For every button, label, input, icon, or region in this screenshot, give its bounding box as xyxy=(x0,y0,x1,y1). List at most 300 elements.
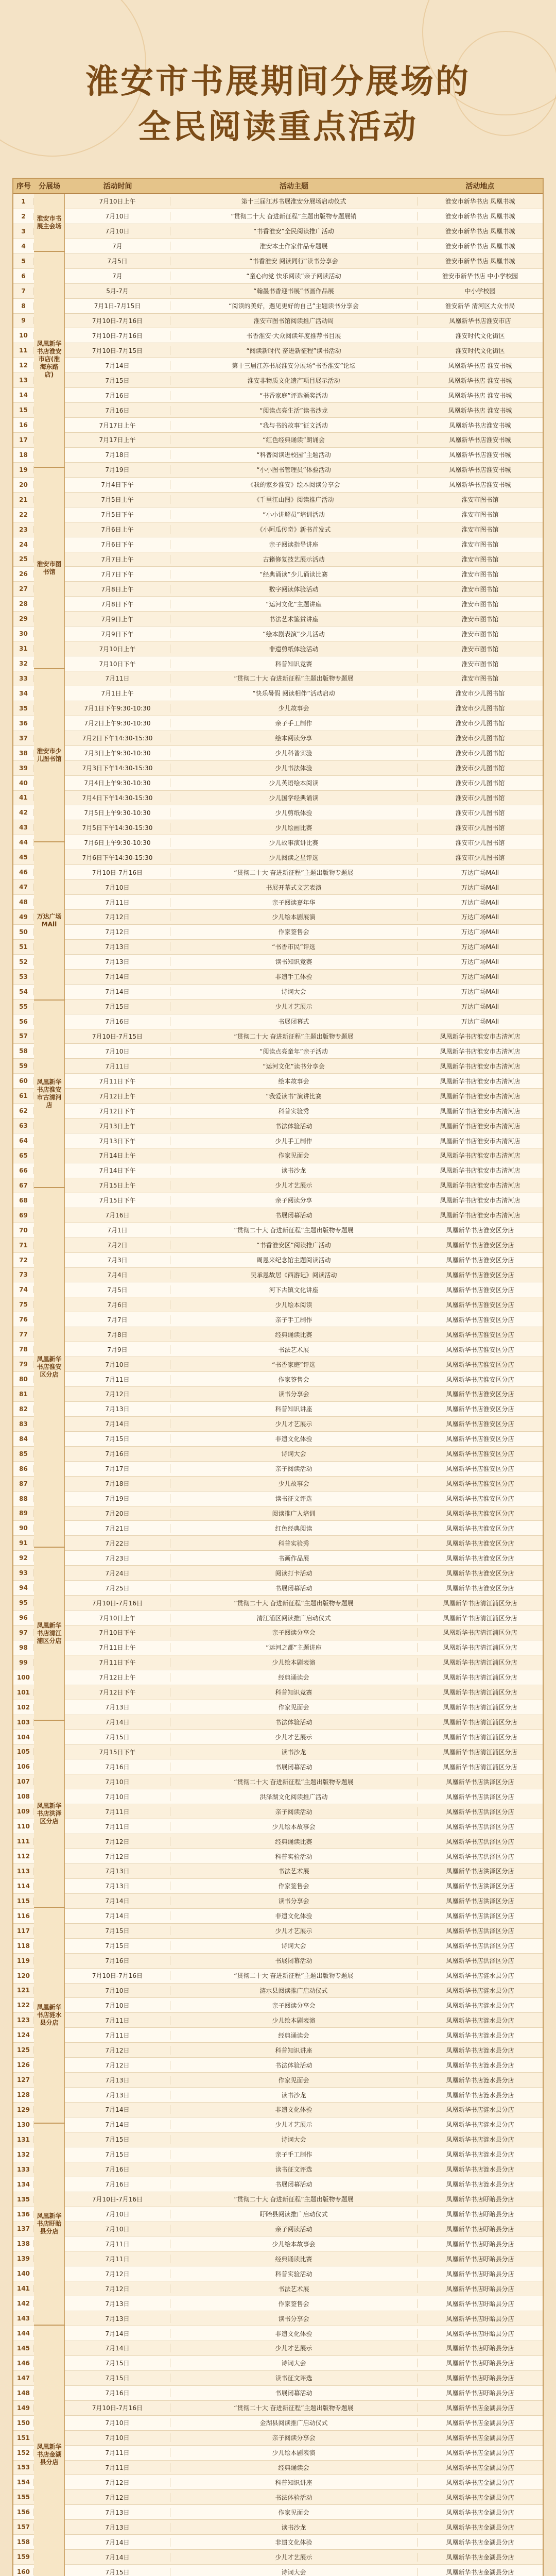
row-place: 凤凰新华书店金湖县分店 xyxy=(446,2523,514,2531)
row-time: 7月1日下午9:30-10:30 xyxy=(65,704,170,713)
row-place: 凤凰新华书店洪泽区分店 xyxy=(446,1838,514,1845)
table-row xyxy=(13,791,543,806)
row-time: 7月13日 xyxy=(65,2299,170,2308)
row-time: 7月11日 xyxy=(65,1822,170,1831)
row-place: 凤凰新华书店清江浦区分店 xyxy=(443,1614,517,1622)
table-row xyxy=(13,1954,543,1969)
row-theme: 经典诵读比赛 xyxy=(170,1330,418,1339)
row-number: 148 xyxy=(13,2389,34,2397)
table-row xyxy=(13,880,543,895)
row-theme: 少儿才艺展示 xyxy=(170,2120,418,2129)
row-place: 凤凰新华书店淮安区分店 xyxy=(446,1361,514,1368)
row-place: 凤凰新华书店金湖县分店 xyxy=(446,2449,514,2457)
row-place: 万达广场MAll xyxy=(461,988,499,996)
table-header xyxy=(13,179,543,194)
row-number: 105 xyxy=(13,1748,34,1755)
row-theme: 亲子阅读活动 xyxy=(170,1807,418,1816)
table-row xyxy=(13,418,543,433)
row-place: 凤凰新华书店涟水县分店 xyxy=(446,2002,514,2009)
table-row xyxy=(13,1611,543,1625)
row-time: 7月15日下午 xyxy=(65,1196,170,1205)
page-title xyxy=(0,59,556,150)
row-number: 150 xyxy=(13,2419,34,2427)
row-theme: 非遗文化体验 xyxy=(170,2329,418,2338)
row-place: 淮安时代文化街区 xyxy=(455,332,505,340)
table-row xyxy=(13,597,543,612)
row-time: 7月10日 xyxy=(65,2210,170,2218)
row-time: 7月13日 xyxy=(65,1404,170,1413)
row-time: 7月8日上午 xyxy=(65,585,170,594)
table-row xyxy=(13,448,543,463)
row-theme: 科普实验秀 xyxy=(170,1107,418,1115)
row-place: 淮安市图书馆 xyxy=(461,570,499,578)
row-time: 7月15日 xyxy=(65,2150,170,2159)
row-time: 7月12日 xyxy=(65,1852,170,1861)
row-time: 7月9日下午 xyxy=(65,630,170,638)
row-time: 7月16日 xyxy=(65,2388,170,2397)
row-place: 凤凰新华书店涟水县分店 xyxy=(446,2031,514,2039)
row-place: 凤凰新华书店盱眙县分店 xyxy=(446,2270,514,2278)
row-place: 淮安市少儿图书馆 xyxy=(455,720,505,727)
row-time: 7月3日 xyxy=(65,1256,170,1264)
table-row xyxy=(13,1387,543,1402)
row-number: 7 xyxy=(13,287,34,295)
row-number: 123 xyxy=(13,2016,34,2024)
table-row xyxy=(13,1492,543,1506)
row-place: 淮安市图书馆 xyxy=(461,615,499,623)
row-number: 147 xyxy=(13,2375,34,2382)
row-place: 凤凰新华书店盱眙县分店 xyxy=(446,2285,514,2293)
row-time: 7月4日下午14:30-15:30 xyxy=(65,793,170,802)
row-theme: 读书分享会 xyxy=(170,1389,418,1398)
row-number: 95 xyxy=(13,1599,34,1606)
table-row xyxy=(13,1730,543,1745)
table-row xyxy=(13,701,543,716)
row-time: 7月19日 xyxy=(65,1494,170,1503)
table-row xyxy=(13,582,543,597)
row-theme: “科普阅读进校园”主题活动 xyxy=(170,450,418,459)
row-theme: “贯彻二十大 奋进新征程”主题出版物专题展 xyxy=(170,1032,418,1041)
table-row xyxy=(13,478,543,493)
row-place: 凤凰新华书店淮安区分店 xyxy=(446,1584,514,1592)
row-theme: 读书征文评选 xyxy=(170,2374,418,2382)
row-time: 7月24日 xyxy=(65,1569,170,1578)
row-place: 凤凰新华书店洪泽区分店 xyxy=(446,1912,514,1920)
row-theme: 金湖县阅读推广启动仪式 xyxy=(170,2418,418,2427)
row-time: 7月13日 xyxy=(65,2508,170,2517)
row-place: 凤凰新华书店金湖县分店 xyxy=(446,2553,514,2561)
table-row xyxy=(13,2162,543,2177)
row-time: 7月10日下午 xyxy=(65,659,170,668)
row-number: 21 xyxy=(13,496,34,503)
row-place: 淮安市图书馆 xyxy=(461,630,499,638)
row-time: 7月 xyxy=(65,242,170,250)
row-place: 淮安市少儿图书馆 xyxy=(455,854,505,861)
row-theme: 读书征文评选 xyxy=(170,2165,418,2174)
row-theme: “童心向党 快乐阅读”亲子阅读活动 xyxy=(170,272,418,280)
row-time: 7月12日 xyxy=(65,2046,170,2055)
row-theme: 读书沙龙 xyxy=(170,2523,418,2532)
row-number: 5 xyxy=(13,258,34,265)
row-place: 淮安市少儿图书馆 xyxy=(455,690,505,698)
row-theme: 作家见面会 xyxy=(170,2076,418,2084)
row-theme: 经典诵读比赛 xyxy=(170,1837,418,1846)
row-place: 凤凰新华书店淮安区分店 xyxy=(446,1286,514,1294)
row-time: 7月17日 xyxy=(65,1464,170,1473)
table-row xyxy=(13,328,543,343)
row-theme: 红色经典阅读 xyxy=(170,1524,418,1533)
table-row xyxy=(13,1984,543,1998)
row-number: 15 xyxy=(13,406,34,414)
table-row xyxy=(13,671,543,686)
row-theme: “我爱读书”演讲比赛 xyxy=(170,1092,418,1100)
table-row xyxy=(13,2207,543,2222)
row-number: 153 xyxy=(13,2464,34,2471)
row-number: 91 xyxy=(13,1539,34,1547)
row-place: 凤凰新华书店淮安市古清河店 xyxy=(440,1137,520,1145)
row-number: 29 xyxy=(13,615,34,622)
row-time: 7月17日上午 xyxy=(65,435,170,444)
row-number: 122 xyxy=(13,2002,34,2009)
row-place: 淮安市少儿图书馆 xyxy=(455,839,505,846)
row-time: 7月12日上午 xyxy=(65,1673,170,1682)
row-number: 47 xyxy=(13,884,34,891)
row-number: 54 xyxy=(13,988,34,995)
row-place: 凤凰新华书店淮安区分店 xyxy=(446,1346,514,1353)
row-number: 75 xyxy=(13,1301,34,1308)
row-number: 130 xyxy=(13,2121,34,2128)
row-time: 7月10日-7月16日 xyxy=(65,2403,170,2412)
row-number: 3 xyxy=(13,228,34,235)
row-number: 103 xyxy=(13,1719,34,1726)
table-row xyxy=(13,1640,543,1655)
row-number: 89 xyxy=(13,1510,34,1517)
row-number: 114 xyxy=(13,1883,34,1890)
table-row xyxy=(13,433,543,448)
table-row xyxy=(13,1864,543,1879)
row-theme: “书香淮安 阅读同行”读书分享会 xyxy=(170,257,418,265)
row-theme: 盱眙县阅读推广启动仪式 xyxy=(170,2210,418,2218)
row-place: 凤凰新华书店淮安市古清河店 xyxy=(440,1107,520,1115)
row-place: 淮安市新华书店 凤凰书城 xyxy=(445,228,515,235)
row-time: 7月13日下午 xyxy=(65,1137,170,1145)
row-theme: “贯彻二十大 奋进新征程”主题出版物专题展 xyxy=(170,1226,418,1234)
row-time: 7月10日上午 xyxy=(65,197,170,206)
row-theme: “运河文化”主题讲座 xyxy=(170,600,418,608)
row-number: 61 xyxy=(13,1092,34,1099)
row-time: 7月11日下午 xyxy=(65,1658,170,1667)
table-row xyxy=(13,1059,543,1074)
table-row xyxy=(13,820,543,835)
row-time: 7月10日 xyxy=(65,2225,170,2233)
row-number: 88 xyxy=(13,1495,34,1502)
row-place: 凤凰新华书店淮安区分店 xyxy=(446,1539,514,1547)
row-number: 35 xyxy=(13,705,34,712)
row-theme: 《小阿瓜传奇》新书首发式 xyxy=(170,525,418,534)
table-row xyxy=(13,1774,543,1789)
table-row xyxy=(13,224,543,239)
row-time: 7月16日 xyxy=(65,1449,170,1458)
row-theme: 作家签售会 xyxy=(170,1375,418,1384)
table-row xyxy=(13,314,543,329)
row-time: 7月12日 xyxy=(65,912,170,921)
row-number: 128 xyxy=(13,2091,34,2098)
table-row xyxy=(13,1745,543,1760)
row-number: 68 xyxy=(13,1197,34,1204)
row-place: 凤凰新华书店金湖县分店 xyxy=(446,2568,514,2576)
row-place: 淮安市少儿图书馆 xyxy=(455,824,505,832)
row-theme: 少儿才艺展示 xyxy=(170,1419,418,1428)
row-place: 凤凰新华书店洪泽区分店 xyxy=(446,1927,514,1935)
table-row xyxy=(13,1819,543,1834)
row-number: 52 xyxy=(13,958,34,965)
row-time: 7月16日 xyxy=(65,2180,170,2189)
row-theme: “阅读的美好，遇见更好的自己”主题读书分享会 xyxy=(170,301,418,310)
table-row xyxy=(13,1655,543,1670)
row-theme: 作家见面会 xyxy=(170,1151,418,1160)
table-row xyxy=(13,2177,543,2192)
row-theme: 书法体验活动 xyxy=(170,2493,418,2502)
table-row xyxy=(13,955,543,970)
row-theme: 清江浦区阅读推广启动仪式 xyxy=(170,1614,418,1622)
row-place: 淮安市图书馆 xyxy=(461,660,499,668)
row-time: 7月11日下午 xyxy=(65,1077,170,1086)
row-time: 7月1日-7月15日 xyxy=(65,301,170,310)
row-number: 81 xyxy=(13,1391,34,1398)
row-time: 7月15日 xyxy=(65,1941,170,1950)
table-row xyxy=(13,761,543,776)
row-time: 7月16日 xyxy=(65,1211,170,1219)
table-row xyxy=(13,1551,543,1566)
row-number: 84 xyxy=(13,1435,34,1443)
row-time: 7月13日 xyxy=(65,2091,170,2099)
row-number: 23 xyxy=(13,526,34,533)
row-theme: 少儿故事会 xyxy=(170,704,418,713)
table-row xyxy=(13,2058,543,2073)
row-number: 6 xyxy=(13,273,34,280)
table-row xyxy=(13,2550,543,2565)
row-theme: 少儿国学经典诵读 xyxy=(170,793,418,802)
row-place: 淮安市图书馆 xyxy=(461,541,499,549)
row-number: 18 xyxy=(13,451,34,459)
row-time: 7月14日 xyxy=(65,1419,170,1428)
row-place: 凤凰新华书店淮安区分店 xyxy=(446,1480,514,1488)
table-row xyxy=(13,2281,543,2296)
row-number: 152 xyxy=(13,2449,34,2456)
table-row xyxy=(13,1804,543,1819)
row-number: 149 xyxy=(13,2404,34,2412)
row-theme: 少儿才艺展示 xyxy=(170,1733,418,1741)
row-time: 7月13日上午 xyxy=(65,1122,170,1130)
row-number: 106 xyxy=(13,1763,34,1770)
row-number: 107 xyxy=(13,1778,34,1785)
row-place: 凤凰新华书店淮安区分店 xyxy=(446,1420,514,1428)
row-place: 凤凰新华书店 淮安书城 xyxy=(448,377,512,384)
row-place: 凤凰新华书店淮安市古清河店 xyxy=(440,1047,520,1055)
table-row xyxy=(13,2296,543,2311)
row-theme: 涟水县阅读推广启动仪式 xyxy=(170,1986,418,1995)
row-place: 淮安市图书馆 xyxy=(461,645,499,653)
row-theme: “运河之都”主题讲座 xyxy=(170,1643,418,1652)
row-number: 132 xyxy=(13,2151,34,2158)
row-place: 凤凰新华书店金湖县分店 xyxy=(446,2509,514,2516)
row-place: 凤凰新华书店金湖县分店 xyxy=(446,2434,514,2442)
table-row xyxy=(13,626,543,641)
row-number: 10 xyxy=(13,332,34,339)
row-theme: “阅读点亮生活”读书沙龙 xyxy=(170,406,418,415)
row-place: 凤凰新华书店淮安市古清河店 xyxy=(440,1077,520,1085)
row-place: 凤凰新华书店盱眙县分店 xyxy=(446,2240,514,2248)
venue-cell: 凤凰新华书店淮安区分店 xyxy=(34,1188,65,1548)
table-row xyxy=(13,686,543,701)
table-row xyxy=(13,1014,543,1029)
table-row xyxy=(13,746,543,761)
row-place: 淮安市少儿图书馆 xyxy=(455,705,505,713)
row-number: 155 xyxy=(13,2494,34,2501)
row-place: 凤凰新华书店淮安市古清河店 xyxy=(440,1062,520,1070)
row-number: 43 xyxy=(13,824,34,831)
row-number: 19 xyxy=(13,466,34,473)
row-theme: 少儿绘本故事会 xyxy=(170,2240,418,2248)
row-time: 7月14日 xyxy=(65,2553,170,2562)
row-theme: “贯彻二十大 奋进新征程”主题出版物专题展 xyxy=(170,1971,418,1980)
table-row xyxy=(13,895,543,910)
row-theme: 书法艺术展 xyxy=(170,1867,418,1875)
row-place: 凤凰新华书店淮安市古清河店 xyxy=(440,1032,520,1040)
row-place: 凤凰新华书店淮安市古清河店 xyxy=(440,1182,520,1190)
row-theme: 作家签售会 xyxy=(170,2299,418,2308)
row-time: 7月12日 xyxy=(65,1837,170,1846)
row-place: 凤凰新华书店淮安市古清河店 xyxy=(440,1167,520,1175)
row-time: 7月20日 xyxy=(65,1509,170,1518)
table-row xyxy=(13,1044,543,1059)
row-number: 157 xyxy=(13,2523,34,2531)
row-time: 7月15日 xyxy=(65,2135,170,2144)
row-time: 7月12日 xyxy=(65,927,170,936)
row-time: 7月5日 xyxy=(65,257,170,265)
row-place: 凤凰新华书店金湖县分店 xyxy=(446,2464,514,2471)
row-number: 143 xyxy=(13,2315,34,2322)
row-time: 7月11日 xyxy=(65,2255,170,2263)
row-place: 万达广场MAll xyxy=(461,973,499,981)
row-theme: 亲子阅读活动 xyxy=(170,2225,418,2233)
row-place: 凤凰新华书店淮安市古清河店 xyxy=(440,1122,520,1130)
row-time: 7月10日 xyxy=(65,1047,170,1056)
table-row xyxy=(13,2356,543,2371)
table-row xyxy=(13,1148,543,1163)
table-row xyxy=(13,1133,543,1148)
row-time: 7月10日 xyxy=(65,2001,170,2010)
row-theme: 书法体验活动 xyxy=(170,1122,418,1130)
row-theme: 书展开幕式文艺表演 xyxy=(170,883,418,892)
table-row xyxy=(13,1759,543,1774)
row-time: 7月10日 xyxy=(65,2433,170,2442)
row-number: 71 xyxy=(13,1242,34,1249)
row-time: 7月16日 xyxy=(65,2165,170,2174)
row-theme: 经典诵读比赛 xyxy=(170,2255,418,2263)
row-time: 7月6日下午14:30-15:30 xyxy=(65,853,170,862)
row-number: 135 xyxy=(13,2196,34,2203)
row-theme: 亲子阅读嘉年华 xyxy=(170,898,418,907)
row-theme: 作家签售会 xyxy=(170,927,418,936)
table-row xyxy=(13,1208,543,1223)
row-number: 127 xyxy=(13,2076,34,2083)
row-place: 淮安新华 清河区大众书局 xyxy=(445,302,515,310)
row-number: 28 xyxy=(13,600,34,607)
table-row xyxy=(13,388,543,403)
table-row xyxy=(13,2371,543,2386)
row-theme: 诗词大会 xyxy=(170,2135,418,2144)
row-theme: 书画作品展 xyxy=(170,1554,418,1563)
row-time: 7月22日 xyxy=(65,1539,170,1548)
row-time: 7月5日上午9:30-10:30 xyxy=(65,808,170,817)
row-theme: “书香家庭”评选 xyxy=(170,1360,418,1369)
row-number: 108 xyxy=(13,1793,34,1800)
row-place: 凤凰新华书店 淮安书城 xyxy=(448,406,512,414)
table-row xyxy=(13,850,543,865)
table-row xyxy=(13,2446,543,2461)
title-line-2: 全民阅读重点活动 xyxy=(138,108,418,146)
row-theme: 淮安非物质文化遗产项目展示活动 xyxy=(170,376,418,385)
row-theme: 少儿剪纸体验 xyxy=(170,808,418,817)
row-time: 7月23日 xyxy=(65,1554,170,1563)
table-row xyxy=(13,2416,543,2431)
row-number: 121 xyxy=(13,1987,34,1994)
row-theme: “书香淮安”全民阅读推广活动 xyxy=(170,227,418,235)
row-place: 凤凰新华书店盱眙县分店 xyxy=(446,2330,514,2337)
row-time: 7月15日 xyxy=(65,2359,170,2367)
row-place: 淮安市新华书店 中小学校园 xyxy=(442,273,518,280)
row-time: 7月6日下午 xyxy=(65,540,170,549)
row-place: 万达广场MAll xyxy=(461,1003,499,1011)
row-number: 64 xyxy=(13,1137,34,1144)
row-theme: 诗词大会 xyxy=(170,2568,418,2576)
row-number: 22 xyxy=(13,511,34,518)
row-time: 7月11日 xyxy=(65,2240,170,2248)
table-row xyxy=(13,1789,543,1804)
row-number: 40 xyxy=(13,779,34,787)
row-number: 57 xyxy=(13,1032,34,1040)
row-time: 7月10日 xyxy=(65,1986,170,1995)
row-theme: 绘本故事会 xyxy=(170,1077,418,1086)
row-place: 凤凰新华书店涟水县分店 xyxy=(446,2166,514,2174)
venue-cell: 凤凰新华书店淮安市店(淮海东路店) xyxy=(34,252,65,468)
venue-cell: 凤凰新华书店淮安市古清河店 xyxy=(34,1001,65,1188)
row-time: 7月10日-7月16日 xyxy=(65,316,170,325)
table-row xyxy=(13,403,543,418)
row-place: 凤凰新华书店淮安书城 xyxy=(449,466,511,474)
row-place: 凤凰新华书店涟水县分店 xyxy=(446,2091,514,2099)
row-place: 凤凰新华书店淮安区分店 xyxy=(446,1495,514,1503)
row-number: 14 xyxy=(13,392,34,399)
table-row xyxy=(13,2520,543,2535)
row-number: 58 xyxy=(13,1047,34,1055)
row-theme: 读书沙龙 xyxy=(170,1748,418,1756)
row-time: 7月14日 xyxy=(65,2329,170,2338)
row-number: 48 xyxy=(13,899,34,906)
row-theme: “书香家庭”评选颁奖活动 xyxy=(170,391,418,400)
table-row xyxy=(13,1715,543,1730)
table-row xyxy=(13,1297,543,1312)
row-number: 120 xyxy=(13,1972,34,1979)
row-theme: 非遗手工体验 xyxy=(170,972,418,981)
table-row xyxy=(13,1104,543,1118)
row-number: 46 xyxy=(13,869,34,876)
table-row xyxy=(13,1581,543,1596)
row-time: 7月7日上午 xyxy=(65,555,170,564)
table-row xyxy=(13,2251,543,2266)
table-row xyxy=(13,1089,543,1104)
